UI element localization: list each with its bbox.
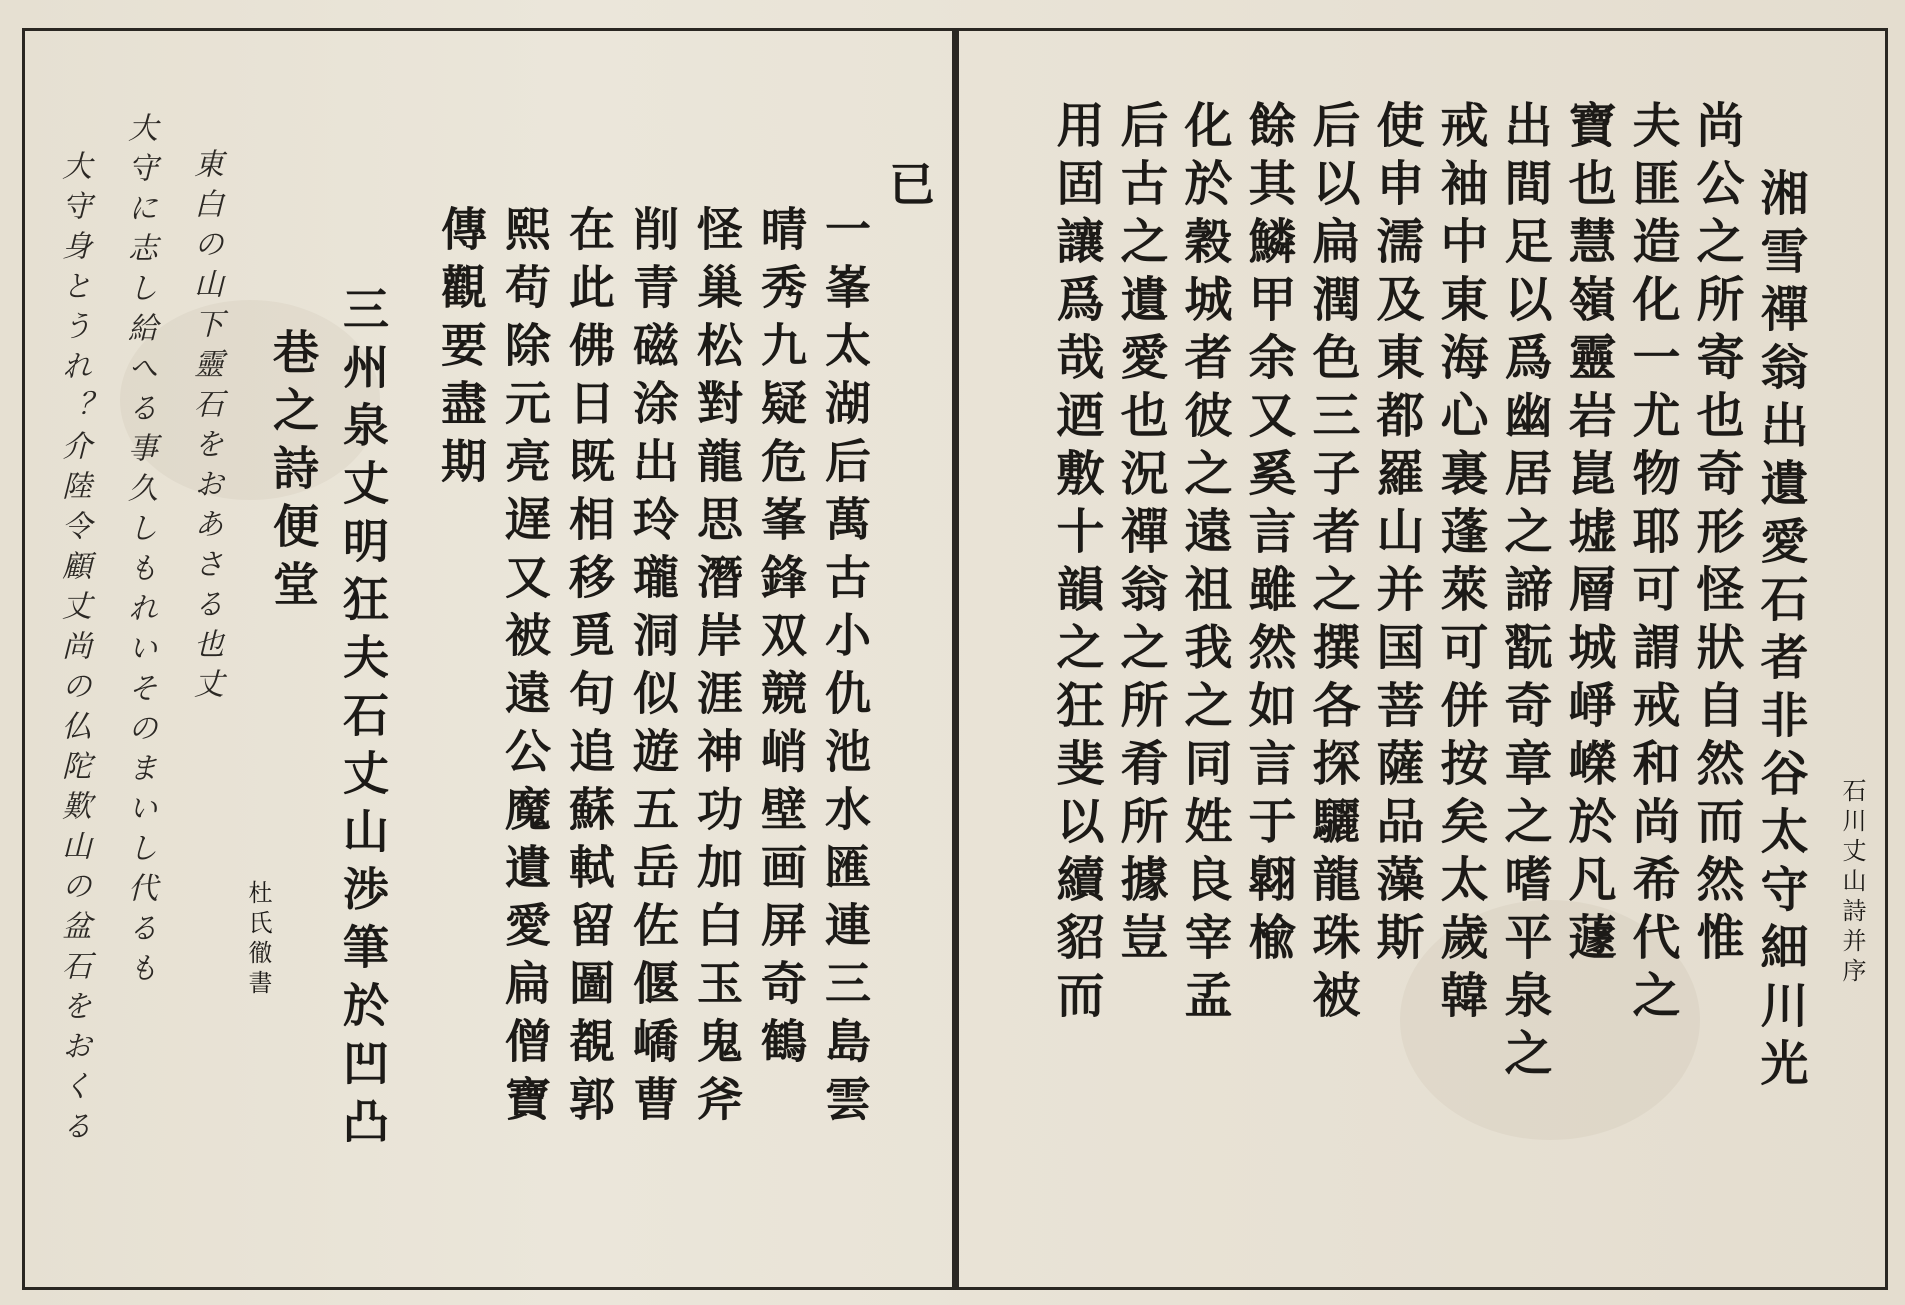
calligrapher-note: 杜氏徹書 — [244, 880, 272, 1000]
author-signature: 三州泉丈明狂夫石丈山渉筆於凹凸 — [336, 285, 390, 1155]
text-column-r12: 用固讓爲哉迺敷十韻之狂斐以續貂而 — [1048, 100, 1104, 1028]
text-column-l5: 削青磁涂出玲瓏洞似遊五岳佐偃嶠曹 — [626, 205, 680, 1133]
text-column-l6: 在此佛日既相移覓句追蘇軾留圖覩郭 — [562, 205, 616, 1133]
text-column-l2: 一峯太湖后萬古小仇池水匯連三島雲 — [818, 205, 872, 1133]
studio-name: 巷之詩便堂 — [266, 328, 320, 618]
text-column-r9: 餘其鱗甲余又奚言雖然如言于翺楡 — [1240, 100, 1296, 970]
text-column-l8: 傳觀要盡期 — [434, 205, 488, 495]
left-page-frame — [22, 28, 956, 1290]
text-column-l7: 熙苟除元亮遅又被遠公魔遺愛扁僧寶 — [498, 205, 552, 1133]
text-column-r7: 使申濡及東都羅山并国菩薩品藻斯 — [1368, 100, 1424, 970]
text-column-l4: 怪巢松對龍思潛岸涯神功加白玉鬼斧 — [690, 205, 744, 1133]
text-column-l3: 晴秀九疑危峯鋒双競峭壁画屏奇鶴 — [754, 205, 808, 1075]
text-column-r11: 后古之遺愛也況禪翁之所肴所據豈 — [1112, 100, 1168, 970]
text-column-r8: 后以扁潤色三子者之撰各探驪龍珠被 — [1304, 100, 1360, 1028]
page-gutter — [952, 28, 958, 1290]
cursive-inscription-1: 東白の山下靈石をおあさる也丈 — [188, 148, 223, 708]
text-column-r1: 湘雪禪翁出遺愛石者非谷太守細川光 — [1752, 168, 1808, 1096]
cursive-inscription-2: 大守に志し給へる事久しもれいそのまいし代るも — [122, 112, 157, 992]
text-column-r6: 戒袖中東海心裏蓬萊可併按矣太歲韓 — [1432, 100, 1488, 1028]
poem-title: 石川丈山詩并序 — [1838, 778, 1866, 988]
text-column-l1: 已 — [882, 160, 936, 218]
text-column-r2: 尚公之所寄也奇形怪狀自然而然惟 — [1688, 100, 1744, 970]
text-column-r3: 夫匪造化一尤物耶可謂戒和尚希代之 — [1624, 100, 1680, 1028]
text-column-r4: 寶也慧嶺靈岩崑墟層城崢嶸於凡蘧 — [1560, 100, 1616, 970]
text-column-r5: 出間足以爲幽居之諦翫奇章之嗜平泉之 — [1496, 100, 1552, 1086]
text-column-r10: 化於穀城者彼之遠祖我之同姓良宰孟 — [1176, 100, 1232, 1028]
cursive-inscription-3: 大守身とうれ？介陸令顧丈尚の仏陀歎山の盆石をおくる — [56, 150, 91, 1150]
